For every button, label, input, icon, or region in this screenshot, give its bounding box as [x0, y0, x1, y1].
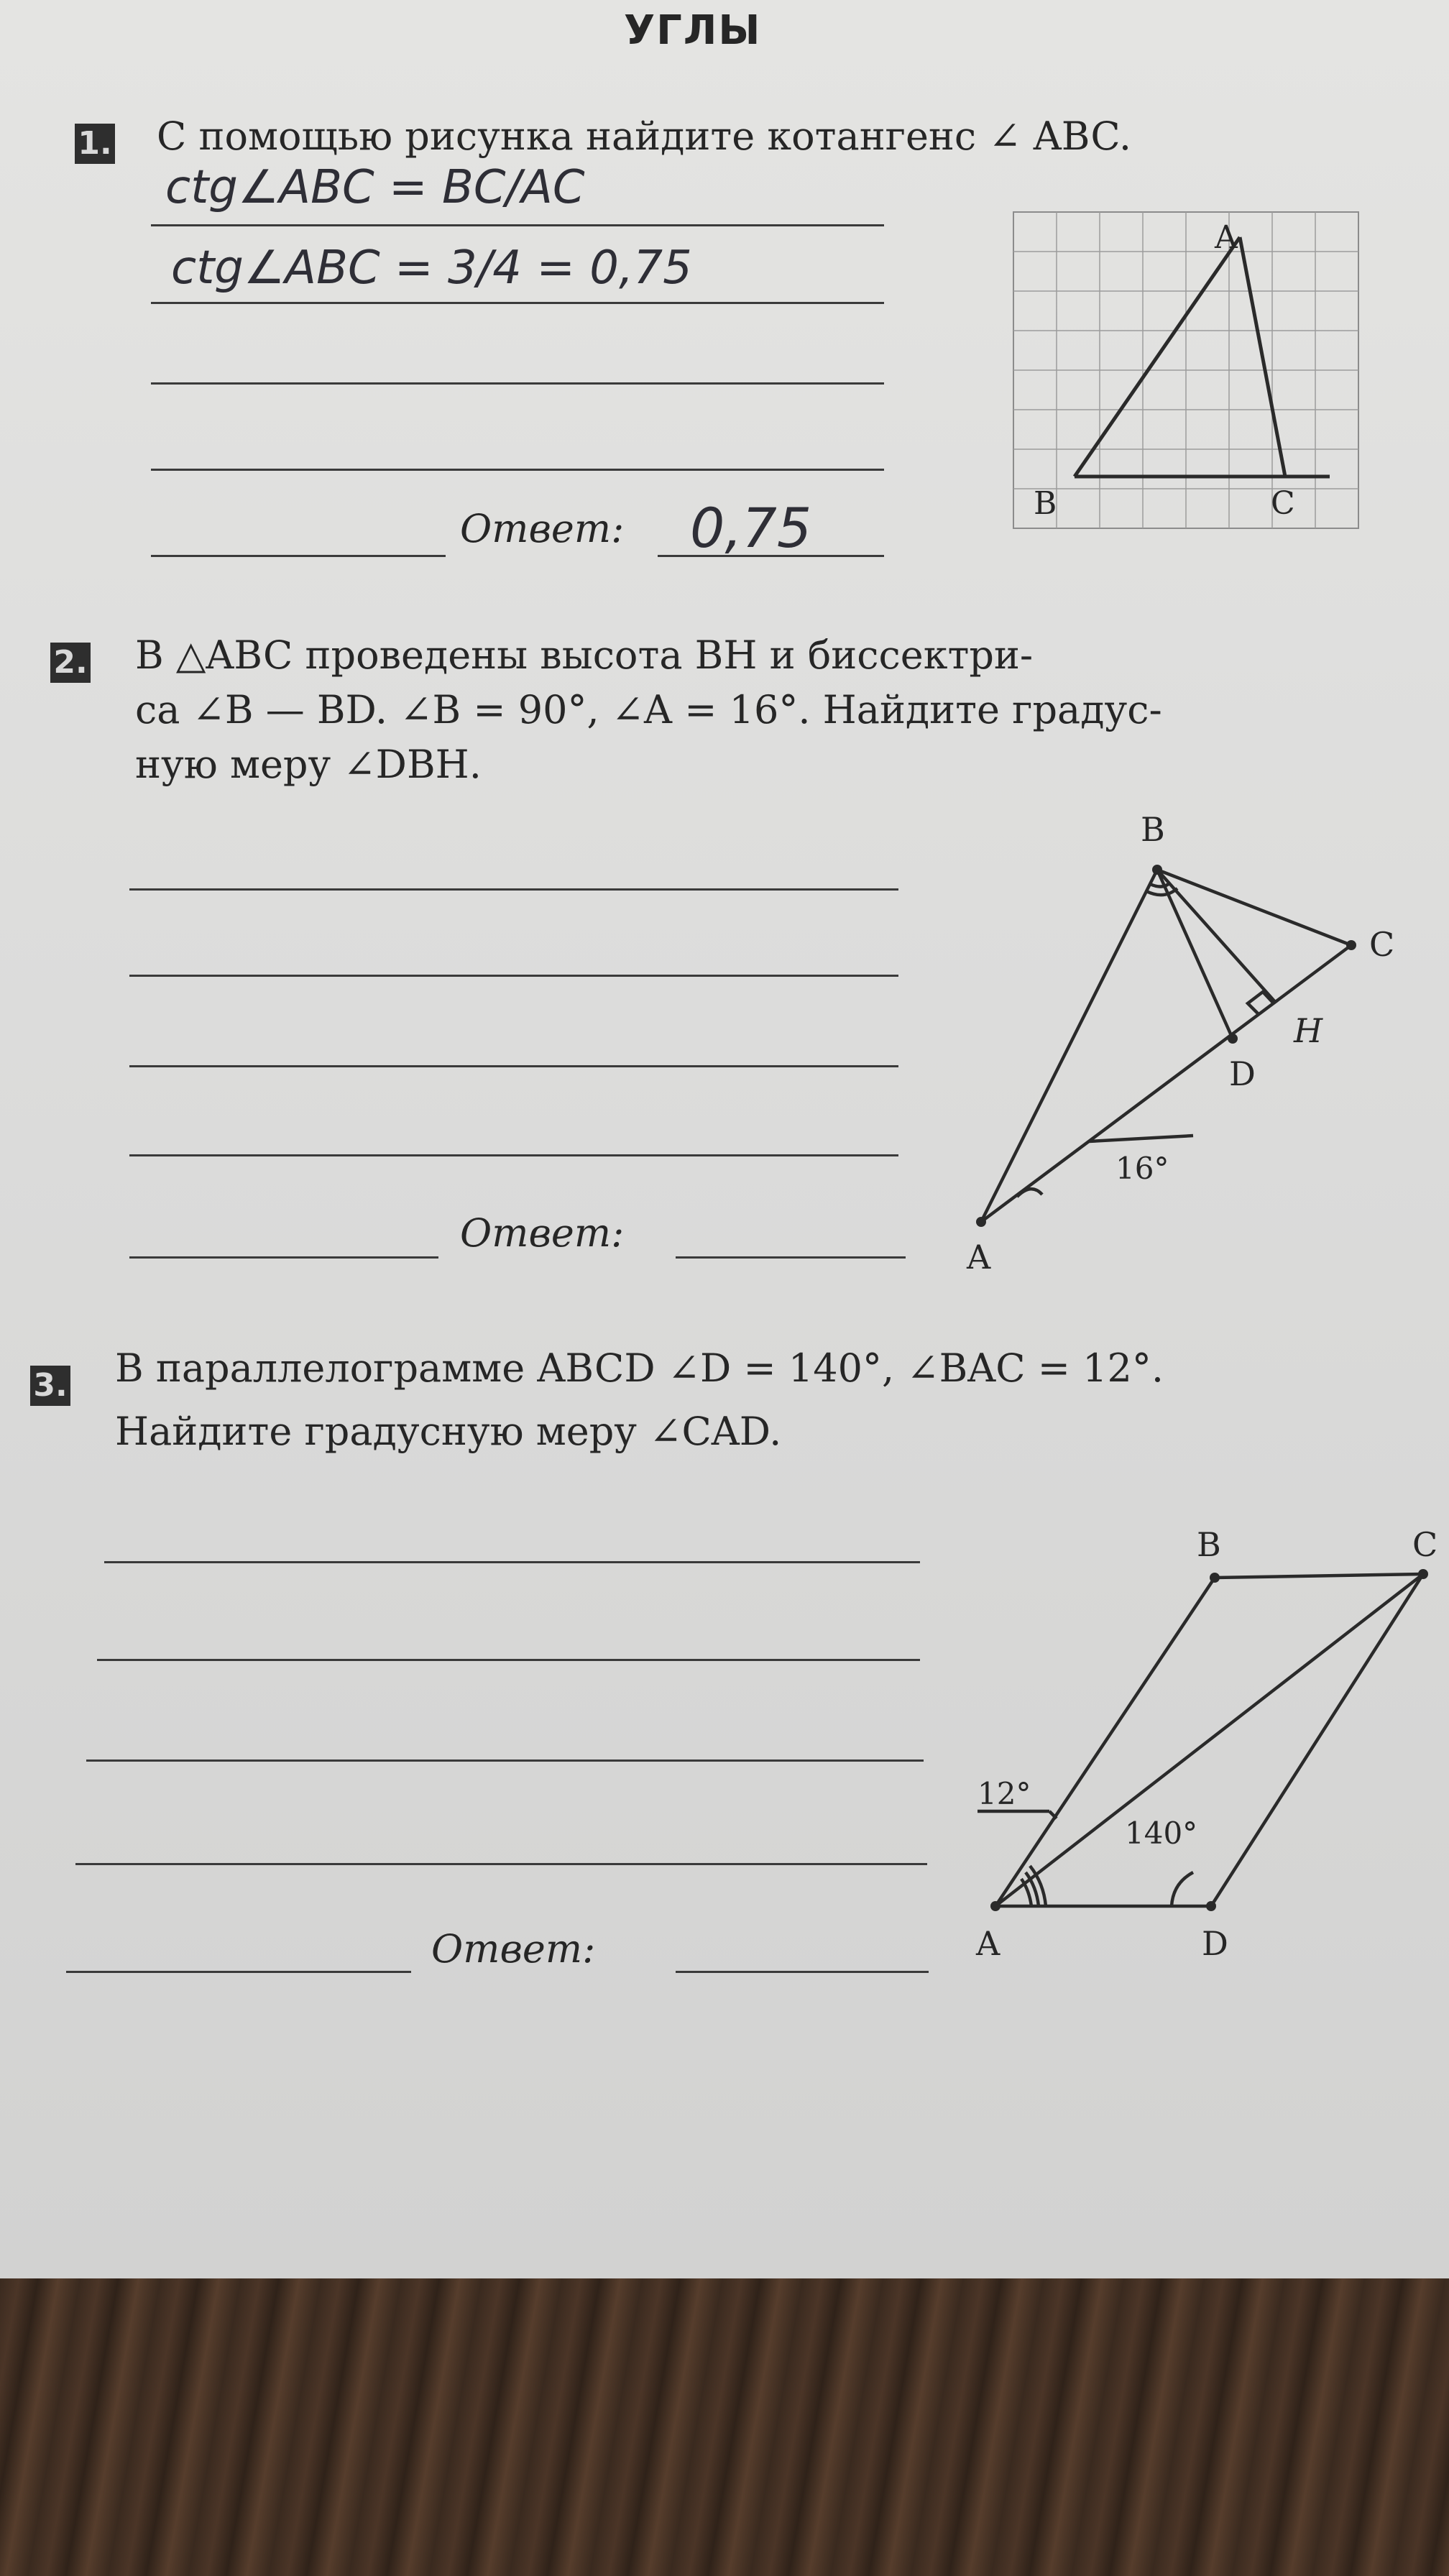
parallelogram-abcd-lines: [978, 1574, 1423, 1906]
task-3-number: 3.: [30, 1366, 70, 1406]
figure-2-label-b: B: [1141, 810, 1165, 849]
figure-3-label-c: C: [1412, 1525, 1438, 1564]
task-1-handwriting-line-2: ctg∠ABC = 3/4 = 0,75: [171, 242, 692, 295]
task-1-line-4: [151, 469, 884, 471]
figure-3-label-d: D: [1202, 1924, 1228, 1963]
figure-1-label-c: C: [1271, 485, 1295, 522]
task-1-number: 1.: [75, 124, 115, 164]
figure-3-angle-12: 12°: [978, 1776, 1031, 1811]
task-1-answer-line-left: [151, 555, 446, 557]
figure-2-label-d: D: [1229, 1054, 1256, 1093]
figure-2-label-a: A: [967, 1238, 991, 1276]
task-2-line-1: [129, 888, 898, 891]
task-1-figure-grid-triangle: [999, 205, 1373, 535]
figure-3-label-b: B: [1197, 1525, 1221, 1564]
figure-1-label-b: B: [1034, 485, 1057, 522]
task-2-line-4: [129, 1154, 898, 1156]
task-2-text-line-3: ную меру ∠DBH.: [135, 742, 482, 787]
task-3-figure-parallelogram: [949, 1509, 1449, 1977]
task-2-answer-line-left: [129, 1256, 438, 1259]
task-1-answer-value: 0,75: [690, 496, 812, 560]
task-2-answer-label: Ответ:: [460, 1210, 625, 1256]
task-3-line-2: [97, 1659, 920, 1661]
triangle-abc: [1075, 237, 1330, 477]
wooden-table-background: [0, 2278, 1449, 2576]
task-3-line-3: [86, 1760, 924, 1762]
page-title: УГЛЫ: [624, 7, 762, 54]
task-1-handwriting-line-1: ctg∠ABC = BC/AC: [165, 161, 585, 214]
task-2-text-line-1: В △ABC проведены высота BH и биссектри-: [135, 632, 1034, 678]
task-1-line-2: [151, 302, 884, 304]
task-3-answer-line-right: [676, 1971, 929, 1973]
figure-3-angle-140: 140°: [1125, 1816, 1198, 1851]
task-2-text-line-2: са ∠B — BD. ∠B = 90°, ∠A = 16°. Найдите градус-: [135, 687, 1162, 732]
figure-2-label-c: C: [1369, 925, 1395, 964]
task-3-line-4: [75, 1863, 927, 1865]
task-3-answer-line-left: [66, 1971, 411, 1973]
task-1-answer-label: Ответ:: [460, 506, 625, 551]
task-3-line-1: [104, 1561, 920, 1563]
task-2-answer-line-right: [676, 1256, 906, 1259]
task-2-number: 2.: [50, 643, 91, 683]
task-2-figure-triangle: [934, 798, 1438, 1294]
task-3-text-line-1: В параллелограмме ABCD ∠D = 140°, ∠BAC = 12°.: [115, 1346, 1164, 1391]
task-2-line-3: [129, 1065, 898, 1067]
task-1-text: С помощью рисунка найдите котангенс ∠ ABC.: [157, 114, 1131, 159]
figure-2-angle-16: 16°: [1116, 1151, 1169, 1186]
task-1-line-3: [151, 382, 884, 385]
task-2-line-2: [129, 975, 898, 977]
task-3-text-line-2: Найдите градусную меру ∠CAD.: [115, 1409, 782, 1454]
figure-1-label-a: A: [1215, 219, 1238, 256]
figure-2-label-h: H: [1294, 1011, 1323, 1050]
task-1-line-1: [151, 224, 884, 226]
figure-3-label-a: A: [976, 1924, 1000, 1963]
task-3-answer-label: Ответ:: [431, 1926, 596, 1972]
figure-grid-lines: [1013, 212, 1358, 528]
